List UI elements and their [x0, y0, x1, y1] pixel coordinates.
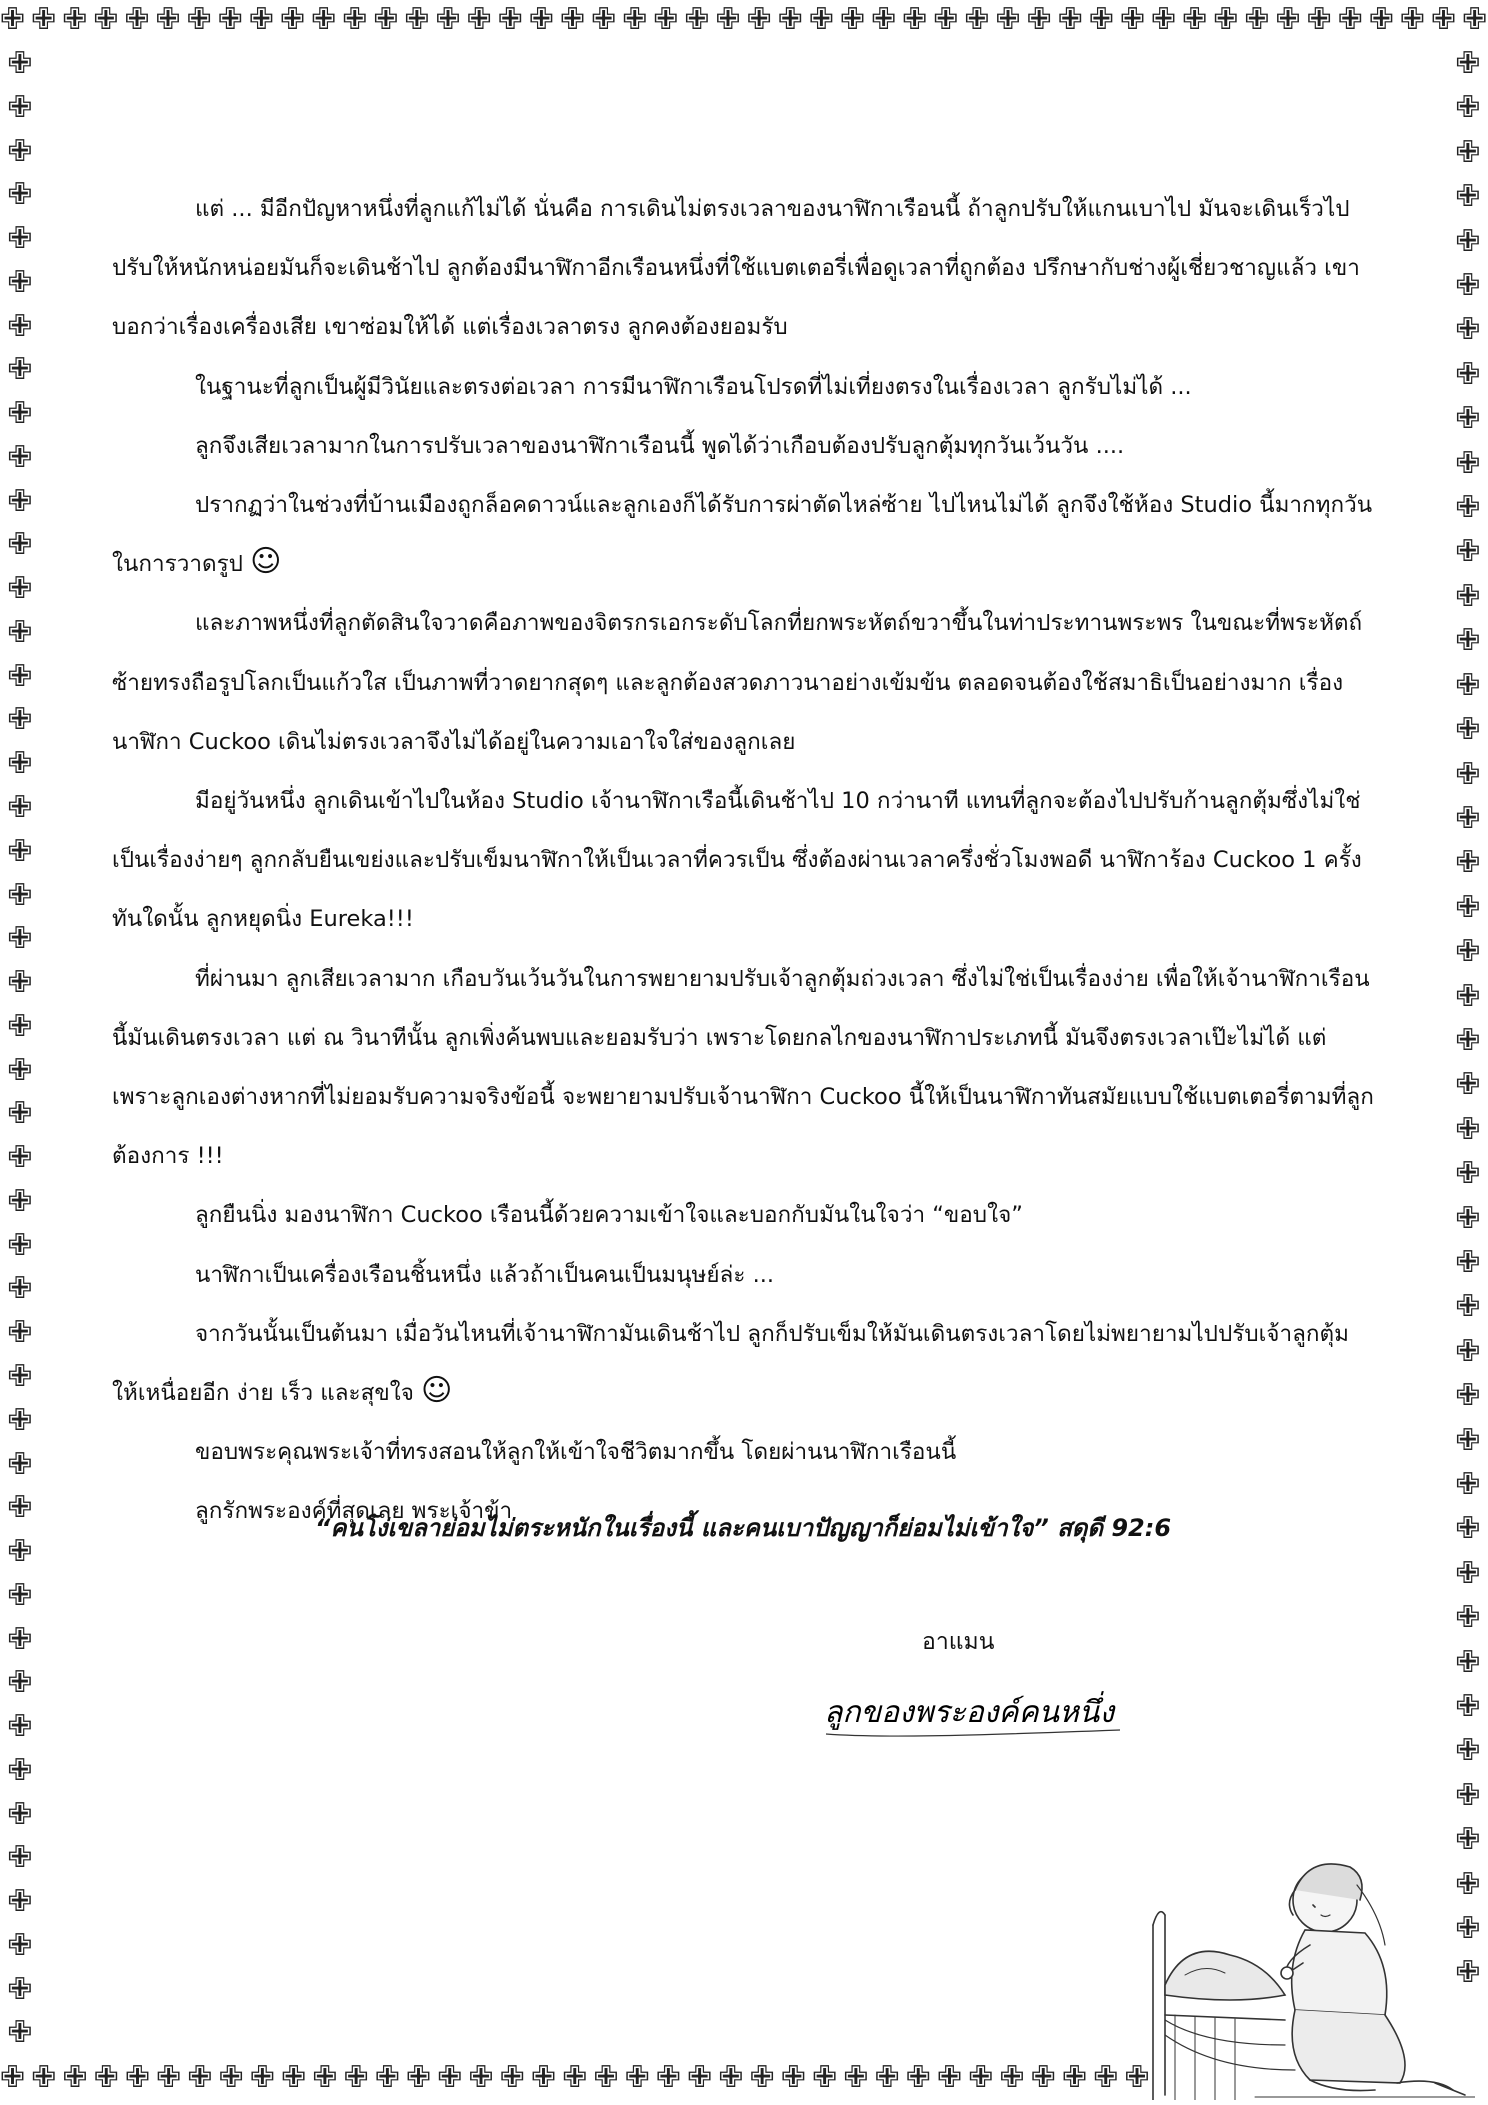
letter-paragraph — [112, 594, 1374, 772]
cross-icon: ✙ — [1026, 2, 1052, 37]
cross-icon: ✙ — [1455, 1644, 1481, 1680]
cross-icon: ✙ — [1455, 445, 1481, 481]
cross-icon: ✙ — [437, 2060, 463, 2095]
cross-icon: ✙ — [1124, 2060, 1150, 2095]
cross-icon: ✙ — [249, 2060, 276, 2095]
cross-icon: ✙ — [7, 264, 33, 300]
cross-icon: ✙ — [1455, 712, 1481, 748]
cross-icon: ✙ — [7, 1446, 33, 1482]
cross-icon: ✙ — [1462, 2, 1488, 37]
cross-icon: ✙ — [124, 2, 150, 37]
cross-icon: ✙ — [1455, 1289, 1481, 1325]
cross-icon: ✙ — [1455, 1955, 1481, 1991]
cross-icon: ✙ — [1306, 2, 1332, 37]
cross-icon: ✙ — [468, 2060, 494, 2095]
letter-paragraph — [112, 476, 1374, 594]
cross-icon: ✙ — [7, 221, 33, 257]
cross-icon: ✙ — [1088, 2, 1114, 37]
cross-icon: ✙ — [999, 2060, 1025, 2095]
cross-icon: ✙ — [404, 2, 430, 37]
cross-icon: ✙ — [1455, 934, 1481, 970]
letter-paragraph — [112, 1246, 1374, 1305]
right-cross-border — [1448, 44, 1488, 1994]
cross-icon: ✙ — [1455, 223, 1481, 259]
cross-icon: ✙ — [218, 2060, 244, 2095]
scripture-quote: “คนโง่เขลาย่อมไม่ตระหนักในเรื่องนี้ และคนเบาปัญญาก็ย่อมไม่เข้าใจ” สดุดี 92:6 — [314, 1514, 1172, 1542]
cross-icon: ✙ — [1455, 1689, 1481, 1725]
cross-icon: ✙ — [7, 1358, 33, 1394]
cross-icon: ✙ — [7, 2015, 33, 2051]
cross-icon: ✙ — [937, 2060, 963, 2095]
paragraph-text: แต่ ... มีอีกปัญหาหนึ่งที่ลูกแก้ไม่ได้ นั่นคือ การเดินไม่ตรงเวลาของนาฬิกาเรือนนี้ ถ้าลูกปรับให้แกนเบาไป มันจะเดินเร็วไป ปรับให้หนักหน่อยมันก็จะเดินช้าไป ลูกต้องมีนาฬิกาอีกเรือนหนึ่งที่ใช้แบตเตอรี่เพื่อดูเวลาที่ถูกต้อง ปรึกษากับช่างผู้เชี่ยวชาญแล้ว เขาบอกว่าเรื่องเครื่องเสีย เขาซ่อมให้ได้ แต่เรื่องเวลาตรง ลูกคงต้องยอมรับ — [112, 196, 1360, 341]
cross-icon: ✙ — [497, 2, 523, 37]
closing-amen: อาแมน — [922, 1629, 995, 1655]
cross-icon: ✙ — [186, 2, 212, 37]
cross-icon: ✙ — [7, 133, 33, 169]
cross-icon: ✙ — [7, 1183, 33, 1219]
cross-icon: ✙ — [7, 1490, 33, 1526]
cross-icon: ✙ — [715, 2, 741, 37]
letter-paragraph — [112, 772, 1374, 950]
cross-icon: ✙ — [1455, 1111, 1481, 1147]
cross-icon: ✙ — [7, 1052, 33, 1088]
cross-icon: ✙ — [1455, 578, 1481, 614]
cross-icon: ✙ — [808, 2, 834, 37]
cross-icon: ✙ — [7, 921, 33, 957]
cross-icon: ✙ — [1455, 268, 1481, 304]
smiley-icon: ☺ — [250, 544, 282, 580]
cross-icon: ✙ — [155, 2, 181, 37]
cross-icon: ✙ — [62, 2, 88, 37]
cross-icon: ✙ — [746, 2, 772, 37]
cross-icon: ✙ — [968, 2060, 994, 2095]
cross-icon: ✙ — [1368, 2, 1394, 37]
cross-icon: ✙ — [1455, 90, 1481, 126]
paragraph-text: ลูกจึงเสียเวลามากในการปรับเวลาของนาฬิกาเรือนนี้ พูดได้ว่าเกือบต้องปรับลูกตุ้มทุกวันเว้นวัน .... — [195, 432, 1125, 459]
cross-icon: ✙ — [1455, 667, 1481, 703]
cross-icon: ✙ — [1455, 534, 1481, 570]
cross-icon: ✙ — [1275, 2, 1301, 37]
cross-icon: ✙ — [311, 2, 337, 37]
cross-icon: ✙ — [622, 2, 648, 37]
smiley-icon: ☺ — [421, 1373, 453, 1409]
cross-icon: ✙ — [1455, 1555, 1481, 1591]
cross-icon: ✙ — [780, 2060, 806, 2095]
cross-icon: ✙ — [1455, 845, 1481, 881]
cross-icon: ✙ — [1093, 2060, 1119, 2095]
cross-icon: ✙ — [93, 2, 119, 37]
cross-icon: ✙ — [528, 2, 554, 37]
cross-icon: ✙ — [0, 2060, 26, 2095]
cross-icon: ✙ — [7, 1227, 33, 1263]
cross-icon: ✙ — [7, 308, 33, 344]
cross-icon: ✙ — [156, 2060, 182, 2095]
cross-icon: ✙ — [7, 877, 33, 913]
letter-paragraph — [112, 358, 1374, 417]
cross-icon: ✙ — [0, 2, 26, 37]
cross-icon: ✙ — [7, 1796, 33, 1832]
paragraph-text: ขอบพระคุณพระเจ้าที่ทรงสอนให้ลูกให้เข้าใจชีวิตมากขึ้น โดยผ่านนาฬิกาเรือนนี้ — [195, 1439, 957, 1466]
cross-icon: ✙ — [905, 2060, 931, 2095]
cross-icon: ✙ — [7, 483, 33, 519]
cross-icon: ✙ — [7, 965, 33, 1001]
signature-text: ลูกของพระองค์คนหนึ่ง — [824, 1695, 1114, 1730]
cross-icon: ✙ — [7, 1402, 33, 1438]
paragraph-text: ในฐานะที่ลูกเป็นผู้มีวินัยและตรงต่อเวลา การมีนาฬิกาเรือนโปรดที่ไม่เที่ยงตรงในเรื่องเวลา ลูกรับไม่ได้ ... — [195, 373, 1192, 400]
paragraph-text: จากวันนั้นเป็นต้นมา เมื่อวันไหนที่เจ้านาฬิกามันเดินช้าไป ลูกก็ปรับเข็มให้มันเดินตรงเวลาโดยไม่พยายามไปปรับเจ้าลูกตุ้มให้เหนื่อยอีก ง่าย เร็ว และสุขใจ — [112, 1320, 1349, 1407]
cross-icon: ✙ — [7, 1621, 33, 1657]
cross-icon: ✙ — [499, 2060, 525, 2095]
bottom-cross-border — [0, 2058, 1150, 2098]
cross-icon: ✙ — [653, 2, 679, 37]
paragraph-text: ลูกรักพระองค์ที่สุดเลย พระเจ้าข้า — [195, 1498, 513, 1525]
cross-icon: ✙ — [7, 1140, 33, 1176]
cross-icon: ✙ — [1399, 2, 1426, 37]
cross-icon: ✙ — [1455, 1067, 1481, 1103]
cross-icon: ✙ — [7, 1008, 33, 1044]
cross-icon: ✙ — [964, 2, 990, 37]
cross-icon: ✙ — [7, 1665, 33, 1701]
cross-icon: ✙ — [373, 2, 399, 37]
cross-icon: ✙ — [1337, 2, 1363, 37]
cross-icon: ✙ — [687, 2060, 713, 2095]
cross-icon: ✙ — [1455, 889, 1481, 925]
cross-icon: ✙ — [1455, 1777, 1481, 1813]
cross-icon: ✙ — [1119, 2, 1146, 37]
cross-icon: ✙ — [7, 1709, 33, 1745]
cross-icon: ✙ — [1455, 46, 1481, 81]
cross-icon: ✙ — [1455, 1378, 1481, 1414]
cross-icon: ✙ — [31, 2, 57, 37]
cross-icon: ✙ — [593, 2060, 619, 2095]
cross-icon: ✙ — [749, 2060, 775, 2095]
cross-icon: ✙ — [7, 746, 33, 782]
top-cross-border — [0, 0, 1488, 40]
cross-icon: ✙ — [7, 1271, 33, 1307]
cross-icon: ✙ — [187, 2060, 213, 2095]
cross-icon: ✙ — [7, 1840, 33, 1876]
cross-icon: ✙ — [1455, 756, 1481, 792]
cross-icon: ✙ — [1455, 978, 1481, 1014]
cross-icon: ✙ — [7, 396, 33, 432]
cross-icon: ✙ — [1030, 2060, 1056, 2095]
left-cross-border — [0, 44, 40, 2054]
cross-icon: ✙ — [559, 2, 586, 37]
cross-icon: ✙ — [1455, 1022, 1481, 1058]
cross-icon: ✙ — [1455, 1600, 1481, 1636]
cross-icon: ✙ — [1244, 2, 1270, 37]
cross-icon: ✙ — [374, 2060, 400, 2095]
letter-paragraph — [112, 417, 1374, 476]
cross-icon: ✙ — [1455, 1156, 1481, 1192]
letter-paragraph — [112, 1305, 1374, 1423]
cross-icon: ✙ — [1455, 1511, 1481, 1547]
cross-icon: ✙ — [281, 2060, 307, 2095]
handwritten-signature — [820, 1676, 1130, 1748]
cross-icon: ✙ — [812, 2060, 838, 2095]
cross-icon: ✙ — [684, 2, 710, 37]
cross-icon: ✙ — [7, 614, 33, 650]
cross-icon: ✙ — [871, 2, 897, 37]
cross-icon: ✙ — [839, 2, 866, 37]
cross-icon: ✙ — [93, 2060, 119, 2095]
letter-paragraph — [112, 180, 1374, 358]
signature-image — [820, 1676, 1130, 1748]
letter-paragraph — [112, 1186, 1374, 1245]
cross-icon: ✙ — [7, 527, 33, 563]
cross-icon: ✙ — [7, 1752, 33, 1788]
cross-icon: ✙ — [777, 2, 803, 37]
cross-icon: ✙ — [718, 2060, 744, 2095]
cross-icon: ✙ — [435, 2, 461, 37]
cross-icon: ✙ — [7, 571, 33, 607]
cross-icon: ✙ — [1455, 1244, 1481, 1280]
cross-icon: ✙ — [7, 89, 33, 125]
cross-icon: ✙ — [843, 2060, 869, 2095]
cross-icon: ✙ — [7, 1315, 33, 1351]
cross-icon: ✙ — [312, 2060, 338, 2095]
paragraph-text: นาฬิกาเป็นเครื่องเรือนชิ้นหนึ่ง แล้วถ้าเป็นคนเป็นมนุษย์ล่ะ ... — [195, 1261, 775, 1288]
cross-icon: ✙ — [1455, 1333, 1481, 1369]
cross-icon: ✙ — [1455, 490, 1481, 526]
cross-icon: ✙ — [7, 1096, 33, 1132]
cross-icon: ✙ — [995, 2, 1021, 37]
cross-icon: ✙ — [406, 2060, 432, 2095]
cross-icon: ✙ — [530, 2060, 557, 2095]
cross-icon: ✙ — [7, 1884, 33, 1920]
cross-icon: ✙ — [124, 2060, 151, 2095]
cross-icon: ✙ — [1213, 2, 1239, 37]
cross-icon: ✙ — [7, 833, 33, 869]
cross-icon: ✙ — [1455, 356, 1481, 392]
cross-icon: ✙ — [1455, 1866, 1481, 1902]
paragraph-text: ปรากฏว่าในช่วงที่บ้านเมืองถูกล็อคดาวน์และลูกเองก็ได้รับการผ่าตัดไหล่ซ้าย ไปไหนไม่ได้ ลูกจึงใช้ห้อง Studio นี้มากทุกวันในการวาดรูป — [112, 492, 1373, 578]
cross-icon: ✙ — [1455, 1822, 1481, 1858]
cross-icon: ✙ — [217, 2, 243, 37]
child-praying-drawing — [1135, 1845, 1475, 2100]
cross-icon: ✙ — [466, 2, 492, 37]
cross-icon: ✙ — [7, 1927, 33, 1963]
letter-body — [112, 180, 1374, 1542]
cross-icon: ✙ — [7, 790, 33, 826]
cross-icon: ✙ — [1455, 1911, 1481, 1947]
cross-icon: ✙ — [1455, 623, 1481, 659]
paragraph-text: และภาพหนึ่งที่ลูกตัดสินใจวาดคือภาพของจิตรกรเอกระดับโลกที่ยกพระหัตถ์ขวาขึ้นในท่าประทานพระพร ในขณะที่พระหัตถ์ซ้ายทรงถือรูปโลกเป็นแก้วใส เป็นภาพที่วาดยากสุดๆ และลูกต้องสวดภาวนาอย่างเข้มข้น ตลอดจนต้องใช้สมาธิเป็นอย่างมาก เรื่องนาฬิกา Cuckoo เดินไม่ตรงเวลาจึงไม่ได้อยู่ในความเอาใจใส่ของลูกเลย — [112, 610, 1363, 755]
paragraph-text: มีอยู่วันหนึ่ง ลูกเดินเข้าไปในห้อง Studio เจ้านาฬิกาเรือนี้เดินช้าไป 10 กว่านาที แทนที่ลูกจะต้องไปปรับก้านลูกตุ้มซึ่งไม่ใช่เป็นเรื่องง่ายๆ ลูกกลับยืนเขย่งและปรับเข็มนาฬิกาให้เป็นเวลาที่ควรเป็น ซึ่งต้องผ่านเวลาครึ่งชั่วโมงพอดี นาฬิการ้อง Cuckoo 1 ครั้ง ทันใดนั้น ลูกหยุดนิ่ง Eureka!!! — [112, 788, 1362, 933]
cross-icon: ✙ — [7, 702, 33, 738]
cross-icon: ✙ — [1455, 1422, 1481, 1458]
cross-icon: ✙ — [1151, 2, 1177, 37]
cross-icon: ✙ — [343, 2060, 369, 2095]
cross-icon: ✙ — [7, 658, 33, 694]
cross-icon: ✙ — [933, 2, 959, 37]
cross-icon: ✙ — [874, 2060, 900, 2095]
paragraph-text: ที่ผ่านมา ลูกเสียเวลามาก เกือบวันเว้นวันในการพยายามปรับเจ้าลูกตุ้มถ่วงเวลา ซึ่งไม่ใช่เป็นเรื่องง่าย เพื่อให้เจ้านาฬิกาเรือนนี้มันเดินตรงเวลา แต่ ณ วินาทีนั้น ลูกเพิ่งค้นพบและยอมรับว่า เพราะโดยกลไกของนาฬิกาประเภทนี้ มันจึงตรงเวลาเป๊ะไม่ได้ แต่เพราะลูกเองต่างหากที่ไม่ยอมรับความจริงข้อนี้ จะพยายามปรับเจ้านาฬิกา Cuckoo นี้ให้เป็นนาฬิกาทันสมัยแบบใช้แบตเตอรี่ตามที่ลูกต้องการ !!! — [112, 965, 1374, 1170]
cross-icon: ✙ — [1455, 1733, 1481, 1769]
cross-icon: ✙ — [7, 1534, 33, 1570]
cross-icon: ✙ — [1455, 312, 1481, 348]
cross-icon: ✙ — [624, 2060, 650, 2095]
paragraph-text: ลูกยืนนิ่ง มองนาฬิกา Cuckoo เรือนนี้ด้วยความเข้าใจและบอกกับมันในใจว่า “ขอบใจ” — [195, 1202, 1023, 1229]
cross-icon: ✙ — [7, 352, 33, 388]
cross-icon: ✙ — [31, 2060, 57, 2095]
letter-paragraph — [112, 950, 1374, 1187]
letter-paragraph — [112, 1423, 1374, 1482]
cross-icon: ✙ — [1057, 2, 1083, 37]
cross-icon: ✙ — [62, 2060, 88, 2095]
cross-icon: ✙ — [1431, 2, 1457, 37]
cross-icon: ✙ — [342, 2, 368, 37]
cross-icon: ✙ — [1455, 1467, 1481, 1502]
cross-icon: ✙ — [655, 2060, 682, 2095]
cross-icon: ✙ — [248, 2, 275, 37]
cross-icon: ✙ — [1455, 401, 1481, 437]
cross-icon: ✙ — [7, 177, 33, 213]
cross-icon: ✙ — [1455, 800, 1481, 836]
cross-icon: ✙ — [7, 1971, 33, 2007]
cross-icon: ✙ — [1455, 134, 1481, 170]
cross-icon: ✙ — [279, 2, 306, 37]
cross-icon: ✙ — [1455, 179, 1481, 215]
cross-icon: ✙ — [1455, 1200, 1481, 1236]
cross-icon: ✙ — [7, 46, 33, 81]
cross-icon: ✙ — [1061, 2060, 1088, 2095]
cross-icon: ✙ — [7, 1577, 33, 1613]
cross-icon: ✙ — [1182, 2, 1208, 37]
cross-icon: ✙ — [7, 439, 33, 475]
cross-icon: ✙ — [902, 2, 928, 37]
cross-icon: ✙ — [591, 2, 617, 37]
cross-icon: ✙ — [562, 2060, 588, 2095]
